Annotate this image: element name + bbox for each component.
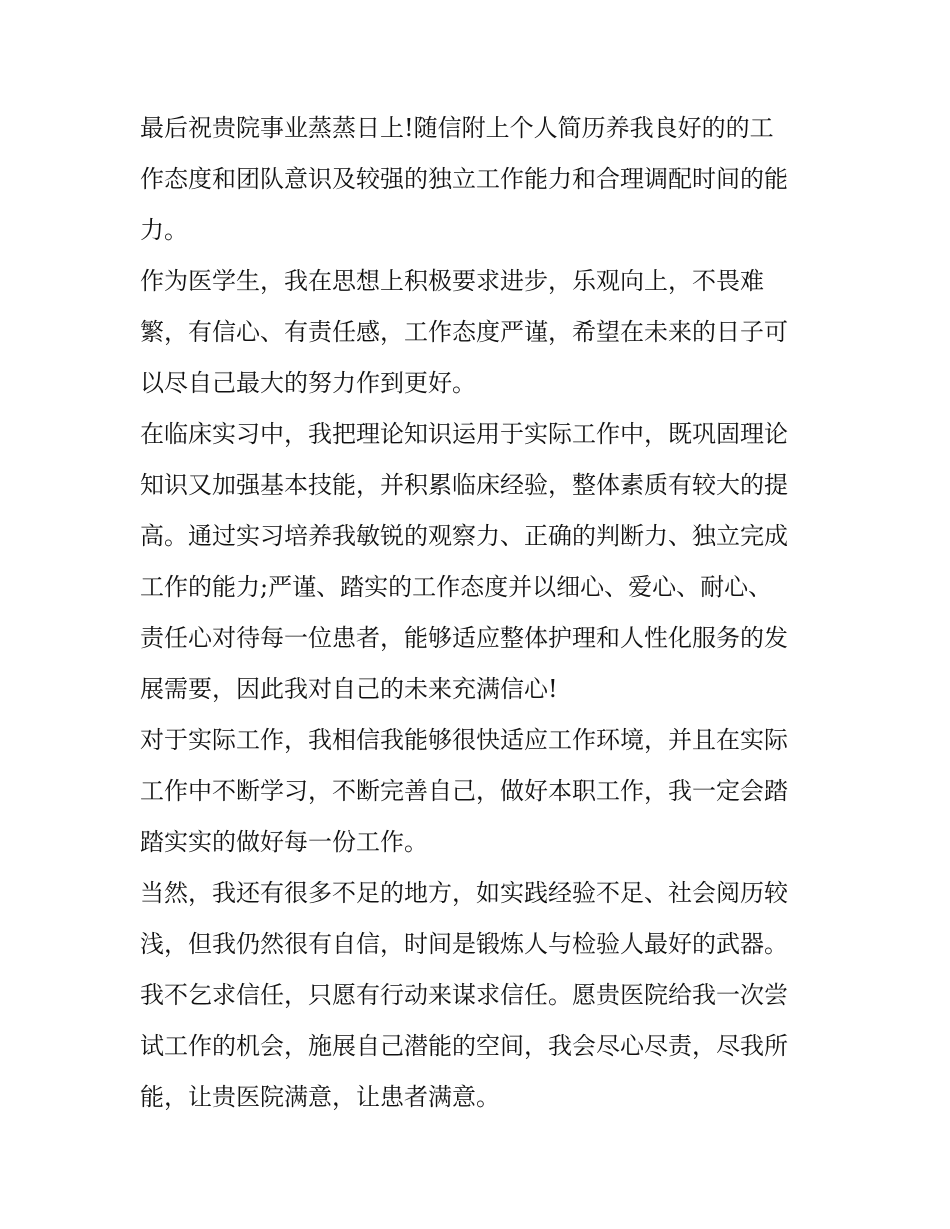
text-line-9: 高。通过实习培养我敏锐的观察力、正确的判断力、独立完成 [140, 522, 788, 550]
text-line-16: 当然，我还有很多不足的地方，如实践经验不足、社会阅历较 [140, 879, 788, 907]
text-line-10: 工作的能力;严谨、踏实的工作态度并以细心、爱心、耐心、 [140, 573, 773, 601]
text-line-13: 对于实际工作，我相信我能够很快适应工作环境，并且在实际 [140, 726, 788, 754]
text-line-8: 知识又加强基本技能，并积累临床经验，整体素质有较大的提 [140, 471, 788, 499]
text-line-3: 力。 [140, 216, 188, 244]
text-line-12: 展需要，因此我对自己的未来充满信心! [140, 675, 558, 703]
text-line-11: 责任心对待每一位患者，能够适应整体护理和人性化服务的发 [140, 624, 788, 652]
text-line-2: 作态度和团队意识及较强的独立工作能力和合理调配时间的能 [140, 165, 788, 193]
text-line-18: 我不乞求信任，只愿有行动来谋求信任。愿贵医院给我一次尝 [140, 981, 788, 1009]
text-line-19: 试工作的机会，施展自己潜能的空间，我会尽心尽责，尽我所 [140, 1032, 788, 1060]
text-line-15: 踏实实的做好每一份工作。 [140, 828, 428, 856]
text-line-6: 以尽自己最大的努力作到更好。 [140, 369, 476, 397]
text-line-7: 在临床实习中，我把理论知识运用于实际工作中，既巩固理论 [140, 420, 788, 448]
text-line-1: 最后祝贵院事业蒸蒸日上!随信附上个人简历养我良好的的工 [140, 114, 774, 142]
text-line-5: 繁，有信心、有责任感，工作态度严谨，希望在未来的日子可 [140, 318, 788, 346]
document-body [140, 103, 812, 1123]
text-line-20: 能，让贵医院满意，让患者满意。 [140, 1083, 500, 1111]
text-line-17: 浅，但我仍然很有自信，时间是锻炼人与检验人最好的武器。 [140, 930, 788, 958]
text-line-14: 工作中不断学习，不断完善自己，做好本职工作，我一定会踏 [140, 777, 788, 805]
text-line-4: 作为医学生，我在思想上积极要求进步，乐观向上，不畏难 [140, 267, 764, 295]
